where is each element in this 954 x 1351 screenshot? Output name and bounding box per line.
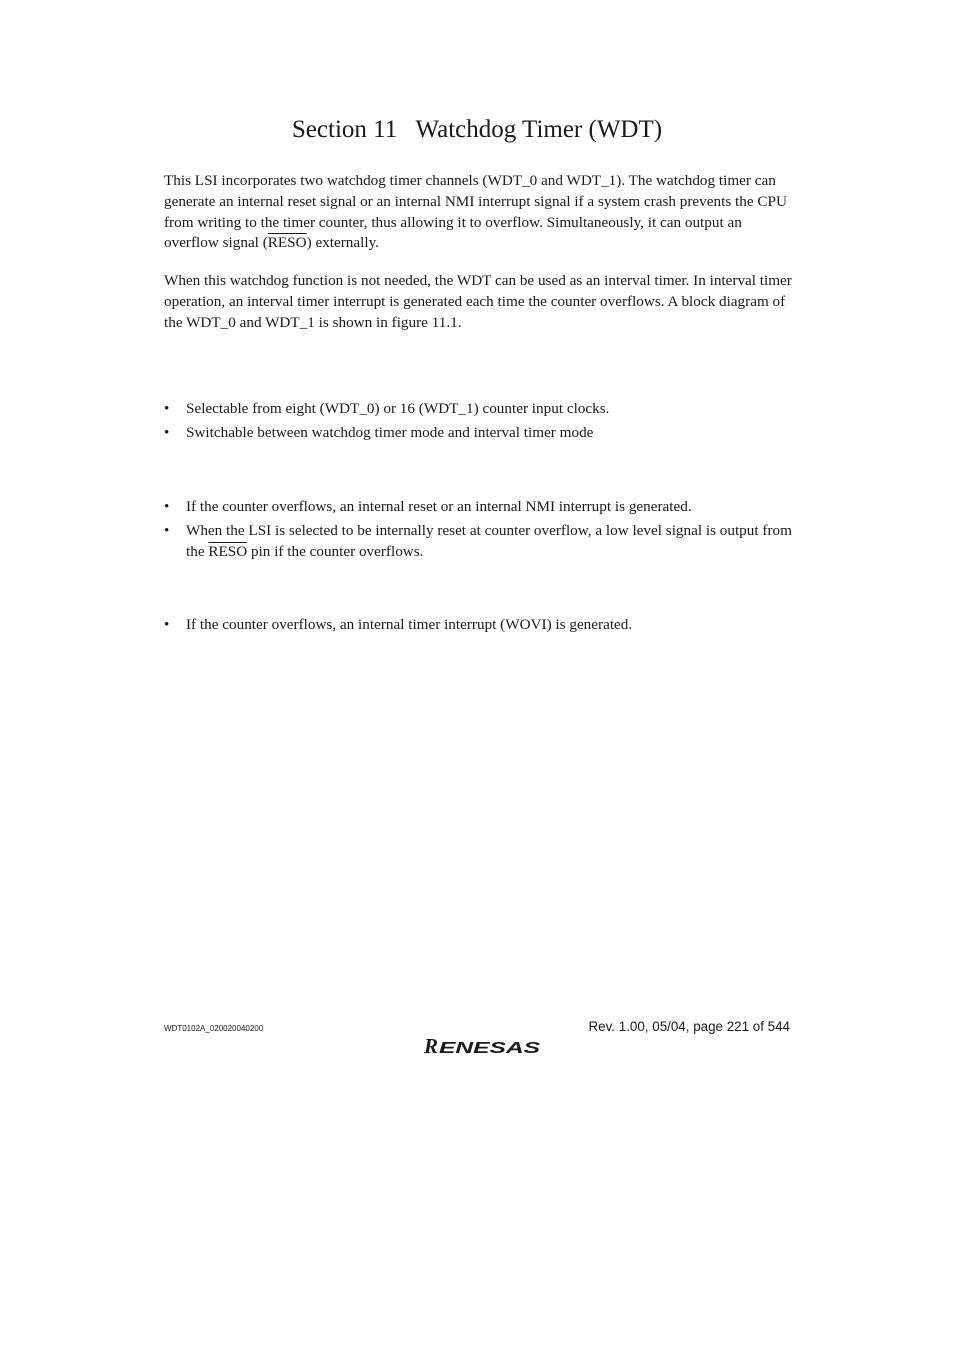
bullet-icon: • — [164, 616, 170, 633]
list-item-text: If the counter overflows, an internal timer interrupt (WOVI) is generated. — [186, 616, 633, 633]
intro-paragraph-2: When this watchdog function is not needed, the WDT can be used as an interval timer. In interval timer operation, an interval timer interrupt is generated each time the counter overflows. A block diagram of the WDT_0 and WDT_1 is shown in figure 11.1. — [164, 272, 792, 331]
list-item-text: If the counter overflows, an internal reset or an internal NMI interrupt is generated. — [186, 498, 692, 515]
reso-signal-name: RESO — [267, 234, 307, 252]
list-item-text: Switchable between watchdog timer mode and interval timer mode — [186, 424, 594, 442]
bullet-icon: • — [164, 400, 170, 417]
bullet-icon: • — [164, 522, 170, 540]
bullet-icon: • — [164, 498, 170, 515]
page-info: Rev. 1.00, 05/04, page 221 of 544 — [588, 1019, 790, 1034]
list-item-text: Selectable from eight (WDT_0) or 16 (WDT_1) counter input clocks. — [186, 400, 610, 417]
intro-text-end: ) externally. — [306, 234, 379, 252]
features-list — [164, 399, 796, 448]
list-item-text-end: pin if the counter overflows. — [247, 543, 424, 561]
reso-pin-name: RESO — [208, 543, 248, 561]
watchdog-mode-list — [164, 497, 796, 566]
svg-text:ENESAS: ENESAS — [439, 1040, 542, 1056]
list-item-text — [186, 522, 792, 560]
list-item — [164, 521, 796, 563]
list-item — [164, 399, 796, 420]
list-item — [164, 423, 796, 444]
interval-mode-list — [164, 615, 796, 639]
intro-paragraph-1 — [164, 171, 796, 254]
list-item — [164, 615, 796, 636]
list-item-text-start: When the LSI is selected to be internally reset at counter overflow, a low level signal is output from the — [186, 522, 792, 561]
bullet-icon: • — [164, 424, 170, 442]
document-id: WDT0102A_020020040200 — [164, 1024, 264, 1033]
page-title: Section 11 Watchdog Timer (WDT) — [291, 116, 663, 143]
intro-text-start: This LSI incorporates two watchdog timer channels (WDT_0 and WDT_1). The watchdog timer can generate an internal reset signal or an internal NMI interrupt signal if a system crash prevents the CPU from writing to the timer counter, thus allowing it to overflow. Simultaneously, it can output an overflow signal ( — [164, 172, 787, 252]
list-item — [164, 497, 796, 518]
renesas-logo — [424, 1036, 542, 1056]
svg-text:R: R — [424, 1036, 439, 1056]
